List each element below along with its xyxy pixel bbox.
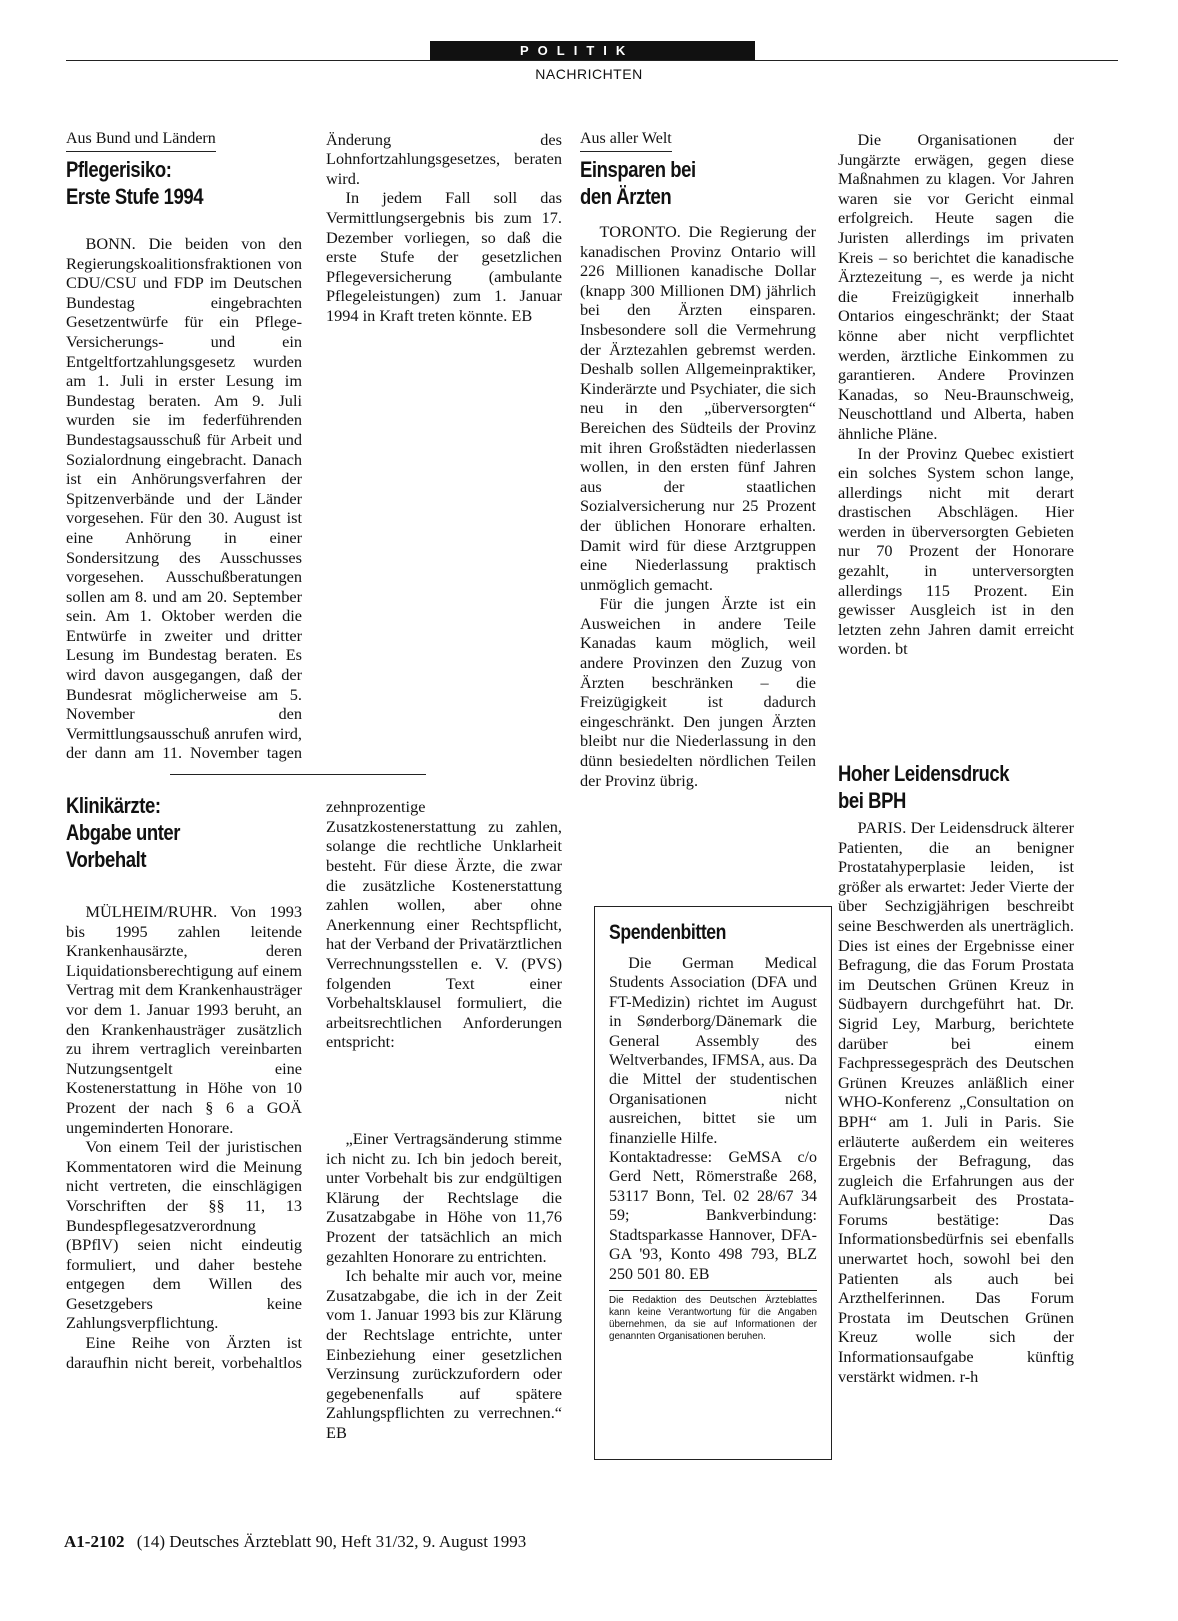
box-headline: Spendenbitten [609,921,727,944]
paragraph: Eine Reihe von Ärzten ist daraufhin nicht bereit, vorbehaltlos [66,1333,302,1372]
paragraph: Änderung des Lohnfortzahlungsgesetzes, beraten wird. [326,130,562,188]
article-divider [170,774,426,775]
section-banner: POLITIK [430,41,755,60]
article-klinikaerzte-col2 [326,797,562,1473]
paragraph: Die Organisationen der Jungärzte erwägen, gegen diese Maßnahmen zu klagen. Vor Jahren waren sie vor Gericht einmal erfolgreich. Heute sagen die Juristen allerdings im privaten Kreis – so berichtet die kanadische Ärztezeitung –, es werde ja nicht die Freizügigkeit innerhalb Ontarios eingeschränkt; der Staat könne aber nicht verpflichtet werden, ärztliche Einkommen zu garantieren. Andere Provinzen Kanadas, so Neu-Braunschweig, Neuschottland und Alberta, haben ähnliche Pläne. [838,130,1074,443]
article-toronto-col2 [838,130,1074,742]
article-pflegerisiko-col1 [66,234,302,762]
article-toronto-head [580,130,816,210]
article-klinikaerzte-col1 [66,902,302,1474]
headline: Einsparen bei den Ärzten [580,157,696,209]
paragraph: MÜLHEIM/RUHR. Von 1993 bis 1995 zahlen leitende Krankenhausärzte, deren Liquidationsberechtigung auf einem Vertrag mit dem Krankenhausträger vor dem 1. Januar 1993 beruht, an den Krankenhausträger zusätzlich zu ihrem vertraglich vereinbarten Nutzungsentgelt eine Kostenerstattung in Höhe von 10 Prozent der nach § 6 a GOÄ ungeminderten Honorare. [66,902,302,1137]
paragraph: TORONTO. Die Regierung der kanadischen Provinz Ontario will 226 Millionen kanadische Dollar (knapp 300 Millionen DM) jährlich bei den Ärzten einsparen. Insbesondere soll die Vermehrung der Ärztezahlen gebremst werden. Deshalb sollen Allgemeinpraktiker, Kinderärzte und Psychiater, die sich neu in den „überversorgten“ Bereichen des Südteils der Provinz mit ihren Großstädten niederlassen wollen, in den ersten fünf Jahren aus der staatlichen Sozialversicherung nur 25 Prozent der üblichen Honorare erhalten. Damit wird für diese Arztgruppen eine Niederlassung praktisch unmöglich gemacht. [580,222,816,594]
quote-paragraph: „Einer Vertragsänderung stimme ich nicht zu. Ich bin jedoch bereit, unter Vorbehalt bis zur endgültigen Klärung der Rechtslage die Zusatzabgabe in Höhe von 11,76 Prozent der tatsächlich an mich gezahlten Honorare zu entrichten. [326,1129,562,1266]
paragraph: Die German Medical Students Association (DFA und FT-Medizin) richtet im August in Sønderborg/Dänemark die General Assembly des Weltverbandes, IFMSA, aus. Da die Mittel der studentischen Organisationen nicht ausreichen, bittet sie um finanzielle Hilfe. [609,955,817,1147]
box-disclaimer: Die Redaktion des Deutschen Ärzteblattes kann keine Verantwortung für die Angaben übernehmen, da sie auf Informationen der genannten Organisationen beruhen. [609,1294,817,1342]
article-pflegerisiko-col2 [326,130,562,760]
contact-paragraph: Kontaktadresse: GeMSA c/o Gerd Nett, Römerstraße 268, 53117 Bonn, Tel. 02 28/67 34 59; Bankverbindung: Stadtsparkasse Hannover, DFA-GA '93, Konto 498 793, BLZ 250 501 80. EB [609,1149,817,1283]
paragraph-continued: zehnprozentige Zusatzkostenerstattung zu zahlen, solange die rechtliche Unklarheit besteht. Für diese Ärzte, die zwar die zusätzliche Kostenerstattung zahlen wollen, aber ohne Anerkennung einer Rechtspflicht, hat der Verband der Privatärztlichen Verrechnungsstellen e. V. (PVS) folgenden Text einer Vorbehaltsklausel formuliert, die arbeitsrechtlichen Anforderungen entspricht: [326,797,562,1052]
article-toronto-col1 [580,222,816,898]
article-bph-body [838,818,1074,1476]
issue-info: (14) Deutsches Ärzteblatt 90, Heft 31/32, 9. August 1993 [136,1532,527,1551]
page-footer [64,1532,526,1552]
article-bph-headline: Hoher Leidensdruck bei BPH [838,761,1010,813]
quote-paragraph: Ich behalte mir auch vor, meine Zusatzabgabe, die ich in der Zeit vom 1. Januar 1993 bis zur Klärung der Rechtslage entrichte, unter Einbeziehung einer gesetzlichen Verzinsung zurückzufordern oder gegebenenfalls auf spätere Zahlungspflichten zu verrechnen.“ EB [326,1266,562,1442]
paragraph: BONN. Die beiden von den Regierungskoalitionsfraktionen von CDU/CSU und FDP im Deutschen Bundestag eingebrachten Gesetzentwürfe für ein Pflege-Versicherungs- und ein Entgeltfortzahlungsgesetz wurden am 1. Juli in erster Lesung im Bundestag beraten. Am 9. Juli wurden sie im federführenden Bundestagsausschuß für Arbeit und Sozialordnung eingebracht. Danach ist ein Anhörungsverfahren der Spitzenverbände und der Länder vorgesehen. Für den 30. August ist eine Anhörung in einer Sondersitzung des Ausschusses vorgesehen. Ausschußberatungen sollen am 8. und am 20. September sein. Am 1. Oktober werden die Entwürfe in zweiter und dritter Lesung im Bundestag beraten. Es wird davon ausgegangen, daß der Bundesrat möglicherweise am 5. November den Vermittlungsausschuß anrufen wird, der dann am 11. November tagen [66,234,302,762]
subsection-label: NACHRICHTEN [535,66,643,82]
box-body [609,954,817,1284]
paragraph: In jedem Fall soll das Vermittlungsergebnis bis zum 17. Dezember vorliegen, so daß die erste Stufe der gesetzlichen Pflegeversicherung (ambulante Pflegeleistungen) zum 1. Januar 1994 in Kraft treten könnte. EB [326,188,562,325]
page-number: A1-2102 [64,1532,125,1551]
paragraph: Von einem Teil der juristischen Kommentatoren wird die Meinung nicht vertreten, die einschlägigen Vorschriften der §§ 11, 13 Bundespflegesatzverordnung (BPflV) seien nicht eindeutig formuliert, und daher bestehe entgegen dem Willen des Gesetzgebers keine Zahlungsverpflichtung. [66,1137,302,1333]
article-pflegerisiko-head [66,130,302,210]
article-klinikaerzte-headline: Klinikärzte: Abgabe unter Vorbehalt [66,793,181,872]
paragraph: Für die jungen Ärzte ist ein Ausweichen in andere Teile Kanadas kaum möglich, weil andere Provinzen den Zuzug von Ärzten beschränken – die Freizügigkeit ist dadurch eingeschränkt. Den jungen Ärzten bleibt nur die Niederlassung in den dünn besiedelten nördlichen Teilen der Provinz übrig. [580,594,816,790]
paragraph: PARIS. Der Leidensdruck älterer Patienten, die an benigner Prostatahyperplasie leiden, ist größer als erwartet: Jeder Vierte der über Sechzigjährigen beschreibt seine Beschwerden als unerträglich. Dies ist eines der Ergebnisse einer Befragung, die das Forum Prostata im Deutschen Grünen Kreuz in Südbayern durchgeführt hat. Dr. Sigrid Ley, Marburg, berichtete darüber bei einem Fachpressegespräch des Deutschen Grünen Kreuzes anläßlich einer WHO-Konferenz „Consultation on BPH“ am 1. Juli in Paris. Sie erläuterte außerdem ein weiteres Ergebnis der Befragung, das zugleich die Erfahrungen aus der Aufklärungsarbeit des Prostata-Forums bestätige: Das Informationsbedürfnis sei ebenfalls unerwartet hoch, sowohl bei den Patienten als auch bei Arzthelferinnen. Das Forum Prostata im Deutschen Grünen Kreuz wolle sich der Informationsaufgabe künftig verstärkt widmen. r-h [838,818,1074,1386]
kicker: Aus Bund und Ländern [66,130,216,152]
box-divider [609,1290,817,1291]
headline: Pflegerisiko: Erste Stufe 1994 [66,157,204,209]
header-rule [66,60,1118,61]
paragraph: In der Provinz Quebec existiert ein solches System schon lange, allerdings nicht mit derart drastischen Abschlägen. Hier werden in überversorgten Gebieten nur 70 Prozent der Honorare gezahlt, in unterversorgten allerdings 115 Prozent. Ein gewisser Ausgleich ist in den letzten zehn Jahren damit erreicht worden. bt [838,443,1074,659]
donation-box [594,906,832,1460]
kicker: Aus aller Welt [580,130,672,152]
